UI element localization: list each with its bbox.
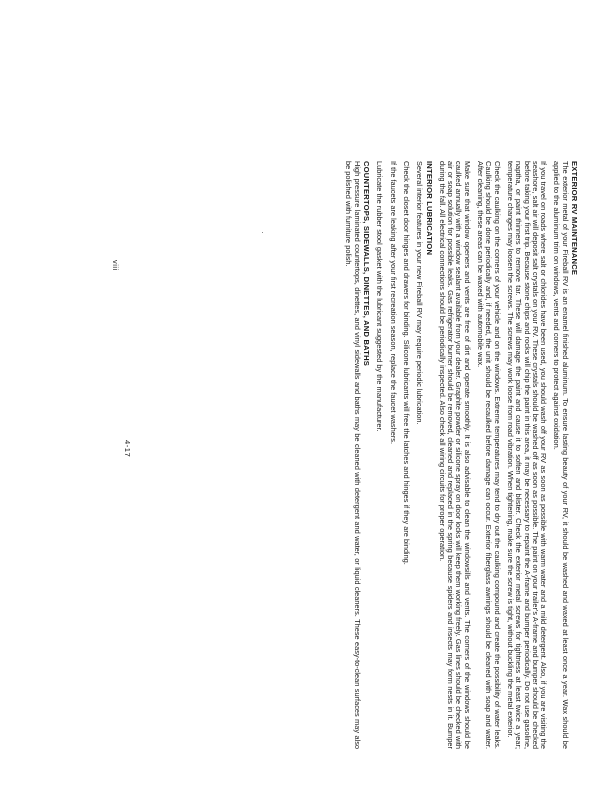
page-number-right: 4-17 [123, 440, 132, 458]
section-countertops [344, 161, 370, 749]
section-exterior-maintenance [438, 161, 578, 749]
section-heading: INTERIOR LUBRICATION [424, 161, 434, 256]
paragraph: Check the closet door hinges and drawers for binding. Silicone lubricants will free the latches and hinges if they are binding. [401, 161, 411, 565]
paragraph: If the faucets are leaking after your first recreation season, replace the faucet washers. [388, 161, 398, 445]
section-interior-lubrication [375, 161, 432, 749]
paragraph: High pressure laminated countertops, dinettes, and vinyl sidewalls and baths may be cleaned with detergent and water, or liquid cleaners. These easy-to-clean surfaces may also be polished with furniture polish. [344, 161, 362, 749]
paragraph: Several interior features in your new Fireball RV may require periodic lubrication. [415, 161, 425, 425]
page-number-left: viii [111, 260, 120, 271]
paragraph: Make sure that window openers and vents are free of dirt and operate smoothly. It is also advisable to clean the windowsills and vents. The corners of the windows should be caulked annually with a window sealant available from your dealer. Graphite powder or silicone spray on door locks will keep them working freely. Gas lines should be checked with air or soap solution for possible leaks. Gas refrigerator burner should be removed, cleaned and replaced in the spring because spiders and insects may form nests in it. Bumper during the fall. All electrical connections should be periodically inspected. Also check all wiring circuits for proper operation. [437, 161, 472, 749]
paragraph: Lubricate the rubber stool gasket with the lubricant suggested by the manufacturer. [375, 161, 385, 432]
text-column [339, 161, 578, 749]
paragraph: The exterior metal of your Fireball RV is an enamel finished aluminum. To ensure lasting beauty of your RV, it should be washed and waxed at least once a year. Wax should be applied to the aluminum trim on windows, vents and corners to protect against oxidation. [552, 161, 570, 749]
paragraph: Check the caulking on the corners of your vehicle and on the windows. Extreme temperatures may tend to dry out the caulking compound and create the possibility of water leaks. Caulking should be done periodically and, if needed, the unit should be recaulked before damage can occur. Exterior fiberglass awnings should be cleaned with soap and water. After cleaning, these areas can be waxed with automobile wax. [476, 161, 502, 749]
section-heading: COUNTERTOPS, SIDEWALLS, DINETTES, AND BATHS [362, 161, 372, 367]
manual-page [123, 155, 579, 755]
paragraph: If you travel on roads where salt or chlorides have been used, you should wash off your RV as soon as possible with warm water and a mild detergent. Also, if you are visiting the seashore, salt air will deposit salt crystals on your RV. These crystals should be washed off as soon as possible. The paint on your trailer's A-frame and bumper should be checked before taking your first trip. Because stone chips and rocks will chip the paint in this area, it may be necessary to repaint the A-frame and bumper periodically. Do not use gasoline, naptha, or paint thinners to remove tar. These will damage the paint and cause it to soften and blister. Check the exterior metal screws for tightness at least twice a year; temperature changes may loosen the screws. The screws may work loose from road vibration. When tightening, make sure the screw is tight, without buckling the metal exterior. [505, 161, 549, 749]
section-heading: EXTERIOR RV MAINTENANCE [570, 161, 579, 276]
rotated-page [123, 155, 579, 755]
